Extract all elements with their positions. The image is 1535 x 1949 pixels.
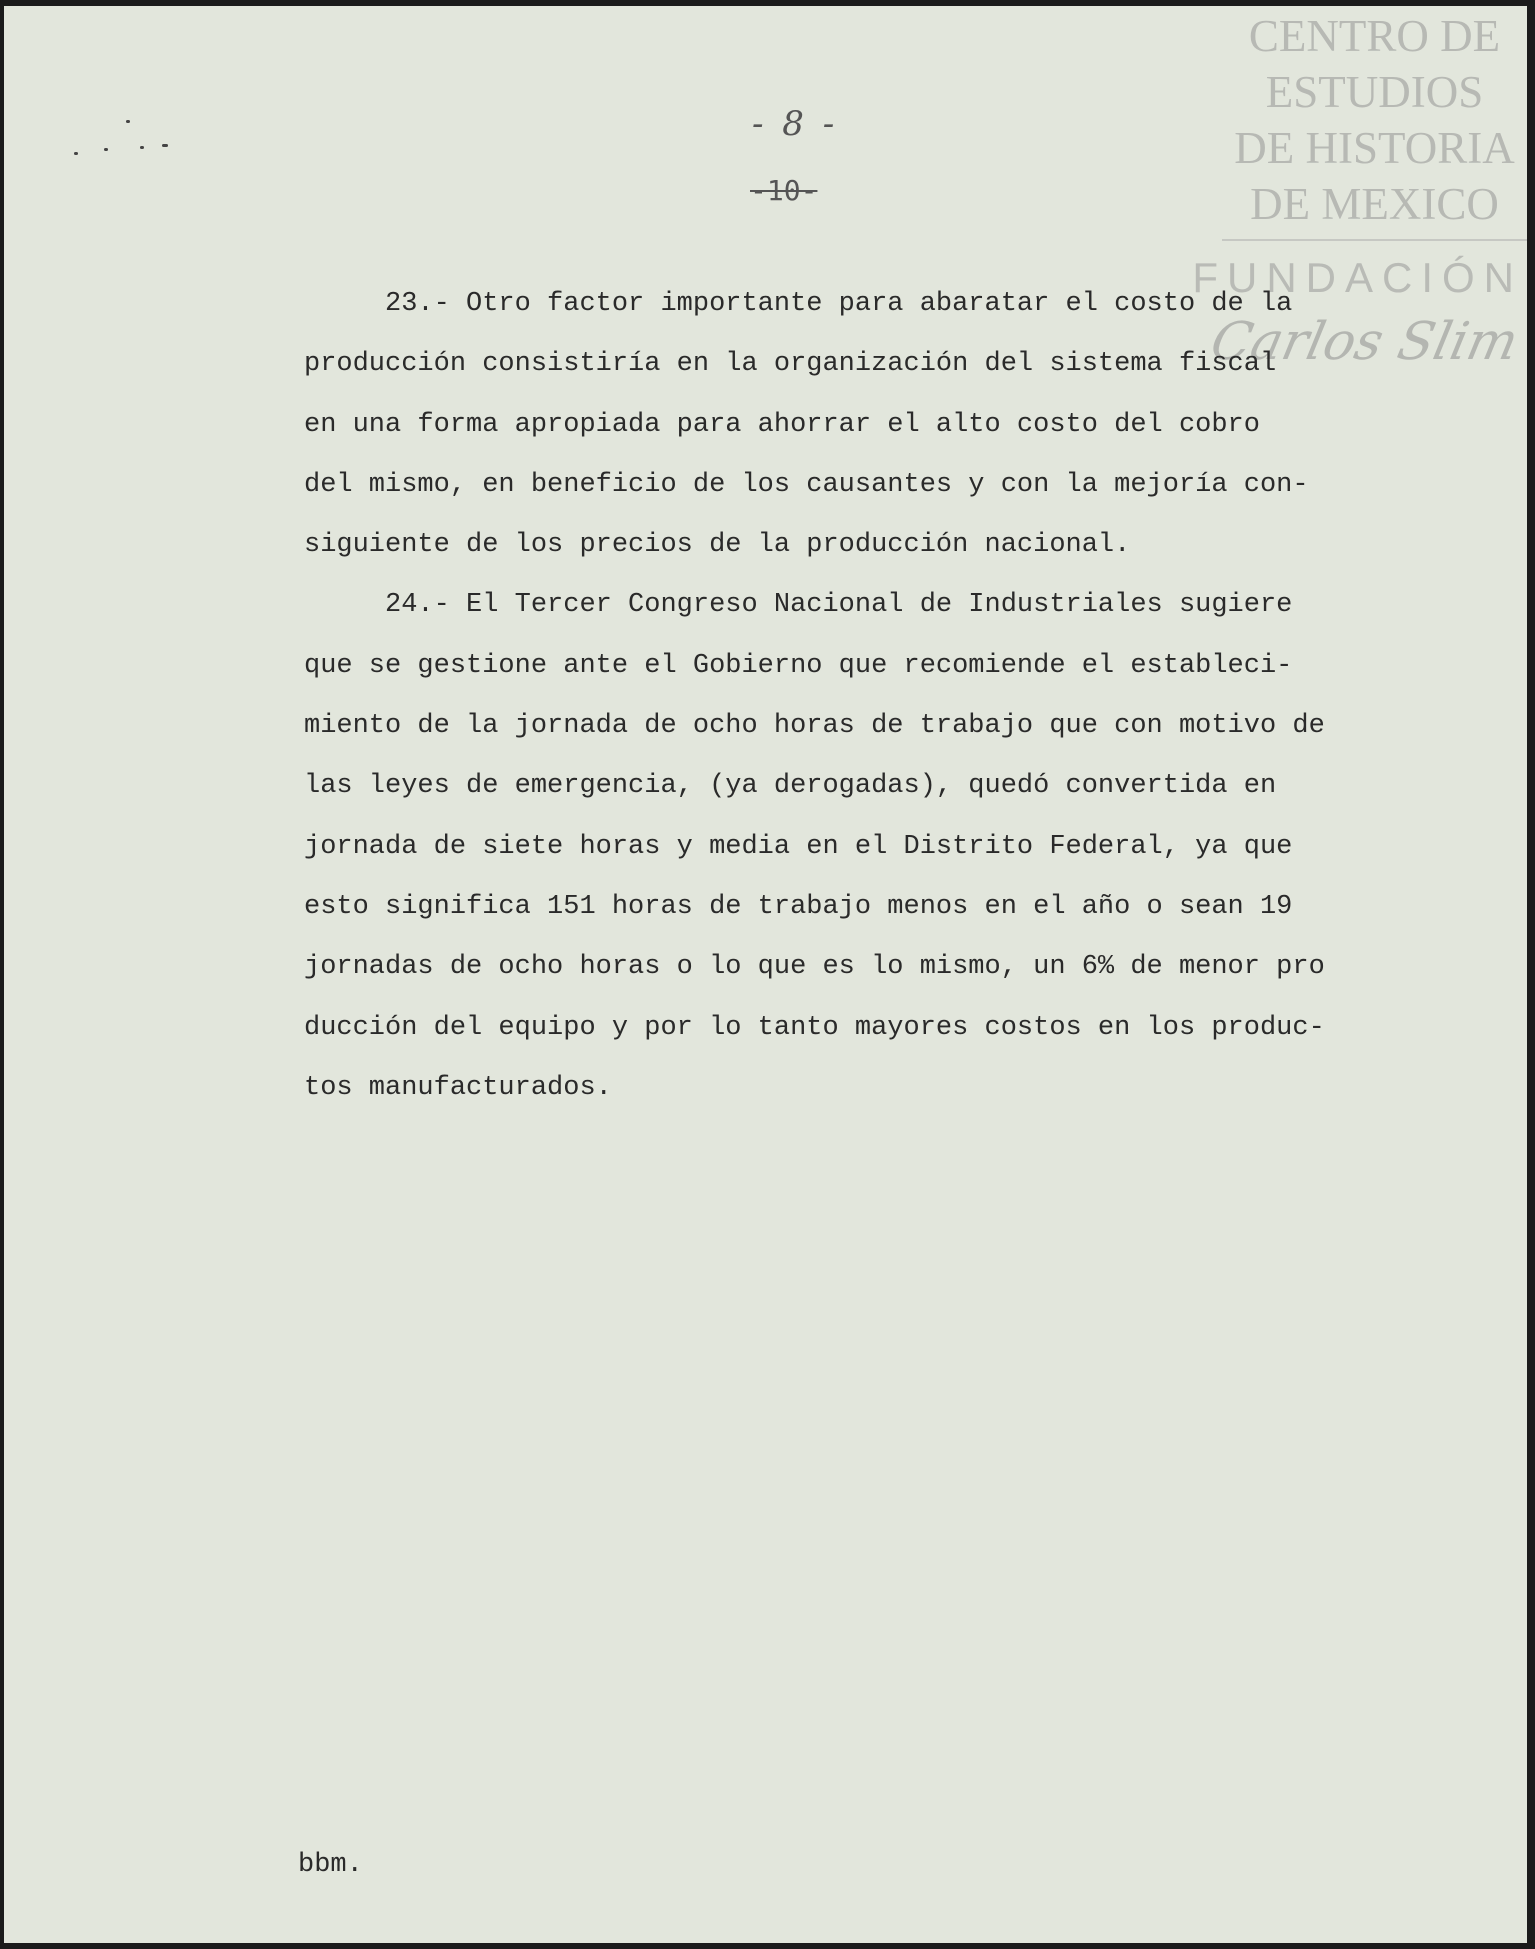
- watermark-divider: [1222, 239, 1527, 241]
- text-line: en una forma apropiada para ahorrar el alto costo del cobro: [304, 409, 1260, 440]
- text-line: siguiente de los precios de la producción nacional.: [304, 530, 1131, 561]
- watermark-foundation: FUNDACIÓN: [1192, 254, 1523, 301]
- old-page-number: -10-: [750, 174, 818, 207]
- page-number: - 8 -: [752, 104, 839, 144]
- text-line: esto significa 151 horas de trabajo menos en el año o sean 19: [304, 891, 1293, 922]
- text-line: jornadas de ocho horas o lo que es lo mismo, un 6% de menor pro: [304, 952, 1325, 983]
- text-line: producción consistiría en la organización del sistema fiscal: [304, 349, 1277, 380]
- paragraph-23: [304, 274, 1444, 575]
- watermark-line: ESTUDIOS: [1265, 67, 1484, 117]
- archive-watermark: [1222, 8, 1527, 232]
- text-line: 24.- El Tercer Congreso Nacional de Industriales sugiere: [304, 590, 1293, 621]
- text-line: 23.- Otro factor importante para abaratar el costo de la: [304, 289, 1293, 319]
- text-line: del mismo, en beneficio de los causantes y con la mejoría con-: [304, 469, 1309, 500]
- text-line: miento de la jornada de ocho horas de trabajo que con motivo de: [304, 711, 1325, 742]
- text-line: jornada de siete horas y media en el Distrito Federal, ya que: [304, 831, 1293, 862]
- watermark-signature: Carlos Slim: [1205, 312, 1524, 372]
- paragraph-24: [304, 575, 1444, 1118]
- typist-initials: bbm.: [298, 1850, 363, 1880]
- watermark-line: DE MEXICO: [1250, 179, 1499, 229]
- document-page: [4, 6, 1527, 1943]
- paper-specks: [74, 124, 194, 164]
- watermark-line: DE HISTORIA: [1234, 123, 1515, 173]
- text-line: que se gestione ante el Gobierno que recomiende el estableci-: [304, 650, 1293, 681]
- text-line: las leyes de emergencia, (ya derogadas), quedó convertida en: [304, 771, 1277, 802]
- text-line: tos manufacturados.: [304, 1072, 612, 1103]
- document-body: [304, 274, 1444, 1118]
- watermark-line: CENTRO DE: [1248, 11, 1501, 61]
- text-line: ducción del equipo y por lo tanto mayores costos en los produc-: [304, 1012, 1325, 1043]
